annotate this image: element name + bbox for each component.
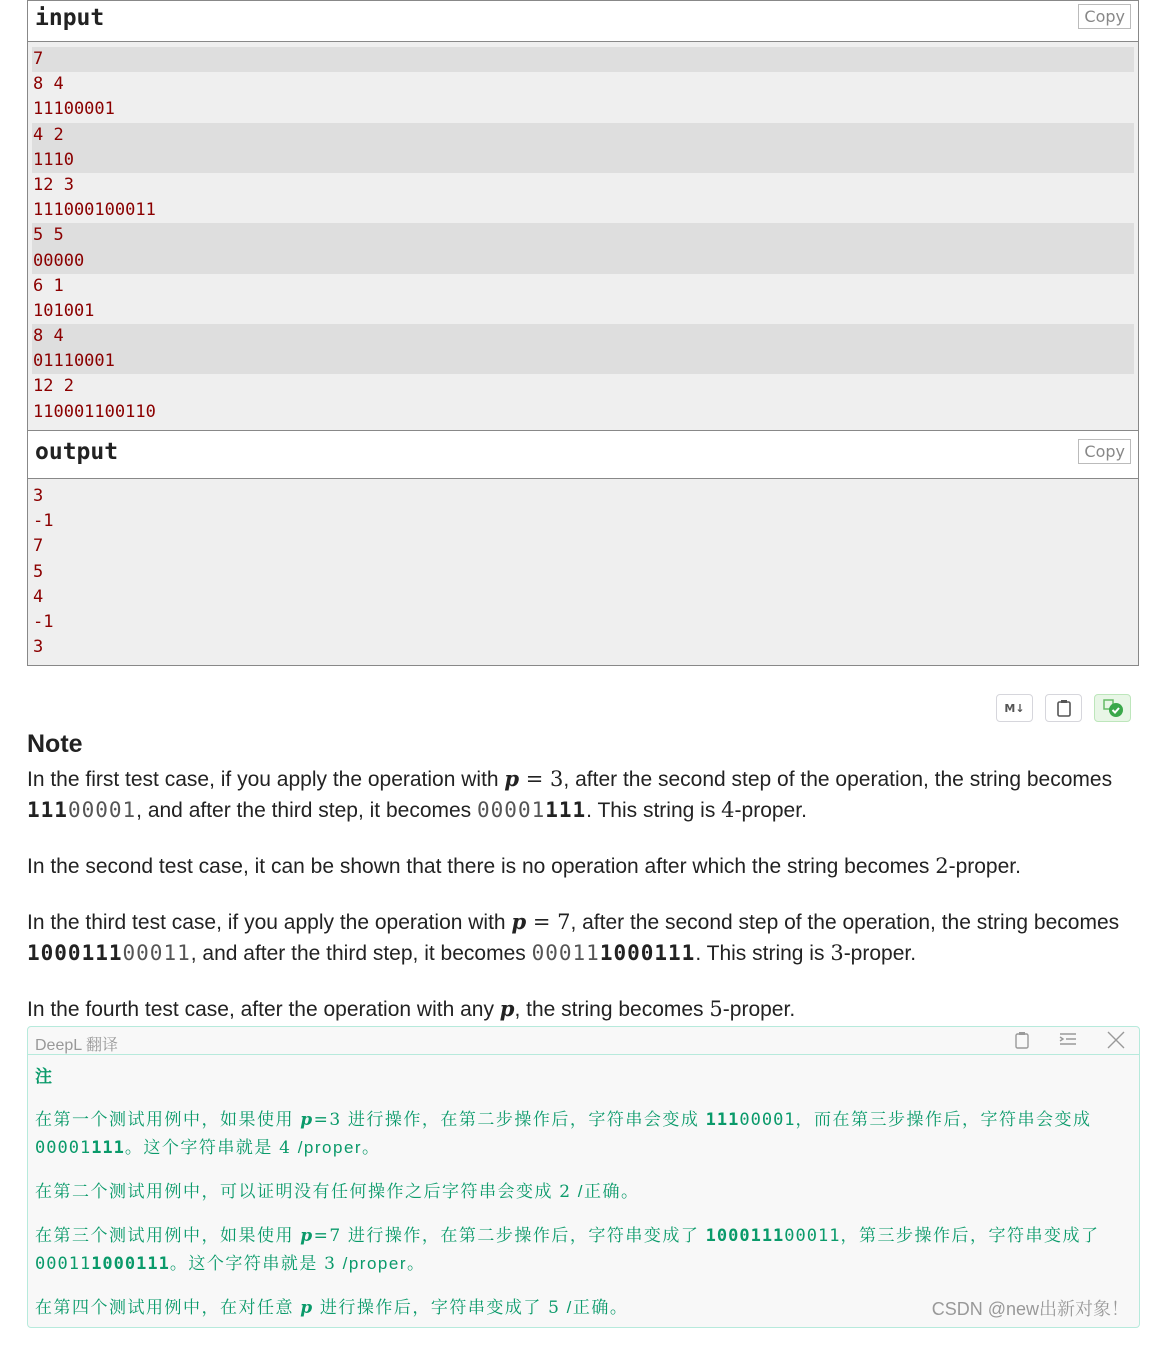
input-line: 4 2 [32,123,1134,148]
output-line: 7 [33,536,44,557]
math-text: 2 [559,1182,572,1202]
markdown-icon: M↓ [1004,701,1025,715]
binary-text: 00011 [784,1226,841,1246]
text-span: 在第二个测试用例中，可以证明没有任何操作之后字符串会变成 [35,1182,560,1201]
math-text: p [300,1110,314,1130]
text-span: 在第三个测试用例中，如果使用 [35,1226,301,1245]
binary-text: 00011 [531,941,600,965]
text-span: In the first test case, if you apply the operation with [27,768,505,791]
copy-note-button[interactable] [1045,694,1082,722]
text-span: 在第一个测试用例中，如果使用 [35,1110,301,1129]
math-text: =7 [313,1226,342,1246]
input-line: 8 4 [33,74,64,95]
note-title: Note [27,730,83,758]
input-line: 101001 [33,300,95,321]
note-toolbar [996,694,1131,722]
binary-text: 00001 [739,1110,796,1130]
text-span: In the third test case, if you apply the operation with [27,911,512,934]
binary-text: 111 [705,1110,740,1130]
input-line: 110001100110 [33,401,156,422]
text-span: 进行操作，在第二步操作后，字符串变成了 [341,1226,706,1245]
text-span: . This string is [586,799,722,822]
output-line: 5 [33,561,44,582]
text-span: ，而在第三步操作后，字符串会变成 [795,1110,1092,1129]
math-text: 5 [548,1298,561,1318]
input-line: 00000 [32,249,1134,274]
text-span: , after the second step of the operation, the string becomes [563,768,1113,791]
output-title: output [35,439,119,465]
text-span: ，第三步操作后，字符串变成了 [840,1226,1100,1245]
deepl-paragraph [35,1222,1132,1278]
text-span: 在第四个测试用例中，在对任意 [35,1298,301,1317]
input-line: 01110001 [32,349,1134,374]
text-span: -proper. [734,799,807,822]
binary-text: 111 [27,798,68,822]
indent-lines-icon [1059,1031,1077,1047]
math-text: 2 [935,854,949,878]
text-span: , after the second step of the operation, the string becomes [570,911,1120,934]
input-line: 7 [32,47,1134,72]
text-span: 。这个字符串就是 [169,1254,325,1273]
input-line: 8 4 [32,324,1134,349]
binary-text: 00001 [67,798,137,822]
input-title: input [35,5,105,31]
math-text: p [300,1226,314,1246]
input-line: 6 1 [33,275,64,296]
note-body [27,764,1137,1050]
math-text: p [511,909,527,934]
text-span: , the string becomes [514,998,710,1021]
copy-output-button[interactable]: Copy [1078,439,1131,464]
text-span: 进行操作后，字符串变成了 [313,1298,549,1317]
math-text: = 3 [519,767,564,791]
text-span: /proper。 [291,1138,381,1157]
binary-text: 00001 [35,1138,92,1158]
input-line: 12 2 [33,376,74,397]
binary-text: 00011 [35,1254,92,1274]
text-span: In the second test case, it can be shown that there is no operation after which the string becomes [27,855,936,878]
translate-check-icon [1102,698,1124,718]
text-span: , and after the third step, it becomes [136,799,478,822]
output-line: -1 [33,611,54,632]
output-line: 4 [33,586,44,607]
deepl-heading: 注 [35,1067,54,1086]
deepl-translation-panel [27,1026,1140,1328]
output-panel [27,430,1139,666]
input-content [28,42,1138,430]
deepl-paragraph [35,1106,1132,1162]
math-text: 3 [324,1254,337,1274]
math-text: p [504,766,520,791]
watermark: CSDN @new出新对象！ [931,1299,1129,1319]
text-span: . This string is [695,942,831,965]
deepl-paragraph [35,1178,1132,1206]
binary-text: 1000111 [91,1254,170,1274]
text-span: /正确。 [560,1298,629,1317]
markdown-button[interactable] [996,694,1033,722]
text-span: -proper. [843,942,917,965]
clipboard-icon [1015,1031,1029,1049]
math-text: =3 [313,1110,342,1130]
output-line: 3 [33,486,44,506]
text-span: /proper。 [336,1254,426,1273]
binary-text: 111 [545,798,587,822]
deepl-title: DeepL 翻译 [35,1037,119,1054]
output-line: -1 [33,511,54,532]
close-translation-button[interactable] [1107,1031,1125,1054]
text-span: /正确。 [571,1182,640,1201]
text-span: , and after the third step, it becomes [190,942,532,965]
close-icon [1107,1031,1125,1049]
math-text: 4 [721,798,735,822]
input-line: 11100001 [33,99,115,120]
copy-input-button[interactable]: Copy [1078,4,1131,29]
input-line: 12 3 [33,174,74,195]
output-content [28,479,1138,665]
math-text: p [499,996,515,1021]
input-line: 5 5 [32,223,1134,248]
text-span: 。这个字符串就是 [124,1138,280,1157]
binary-text: 1000111 [705,1226,785,1246]
math-text: p [300,1298,314,1318]
text-span: In the fourth test case, after the operation with any [27,998,500,1021]
binary-text: 00011 [122,941,191,965]
math-text: 5 [709,997,723,1021]
format-button[interactable] [1059,1031,1077,1052]
binary-text: 1000111 [27,941,123,965]
text-span: 进行操作，在第二步操作后，字符串会变成 [341,1110,706,1129]
input-line: 1110 [32,148,1134,173]
math-text: 4 [279,1138,292,1158]
input-panel [27,0,1139,431]
copy-translation-button[interactable] [1015,1031,1029,1054]
translate-button[interactable] [1094,694,1131,722]
math-text: 3 [830,941,844,965]
input-line: 111000100011 [33,200,156,221]
math-text: = 7 [526,910,571,934]
output-line: 3 [33,637,44,658]
note-paragraph [27,907,1137,969]
binary-text: 00001 [477,798,546,822]
text-span: -proper. [948,855,1021,878]
text-span: -proper. [722,998,796,1021]
note-paragraph [27,764,1137,826]
note-paragraph [27,851,1137,882]
binary-text: 111 [91,1138,125,1158]
clipboard-icon [1057,699,1071,717]
binary-text: 1000111 [599,941,696,965]
note-paragraph [27,994,1137,1025]
